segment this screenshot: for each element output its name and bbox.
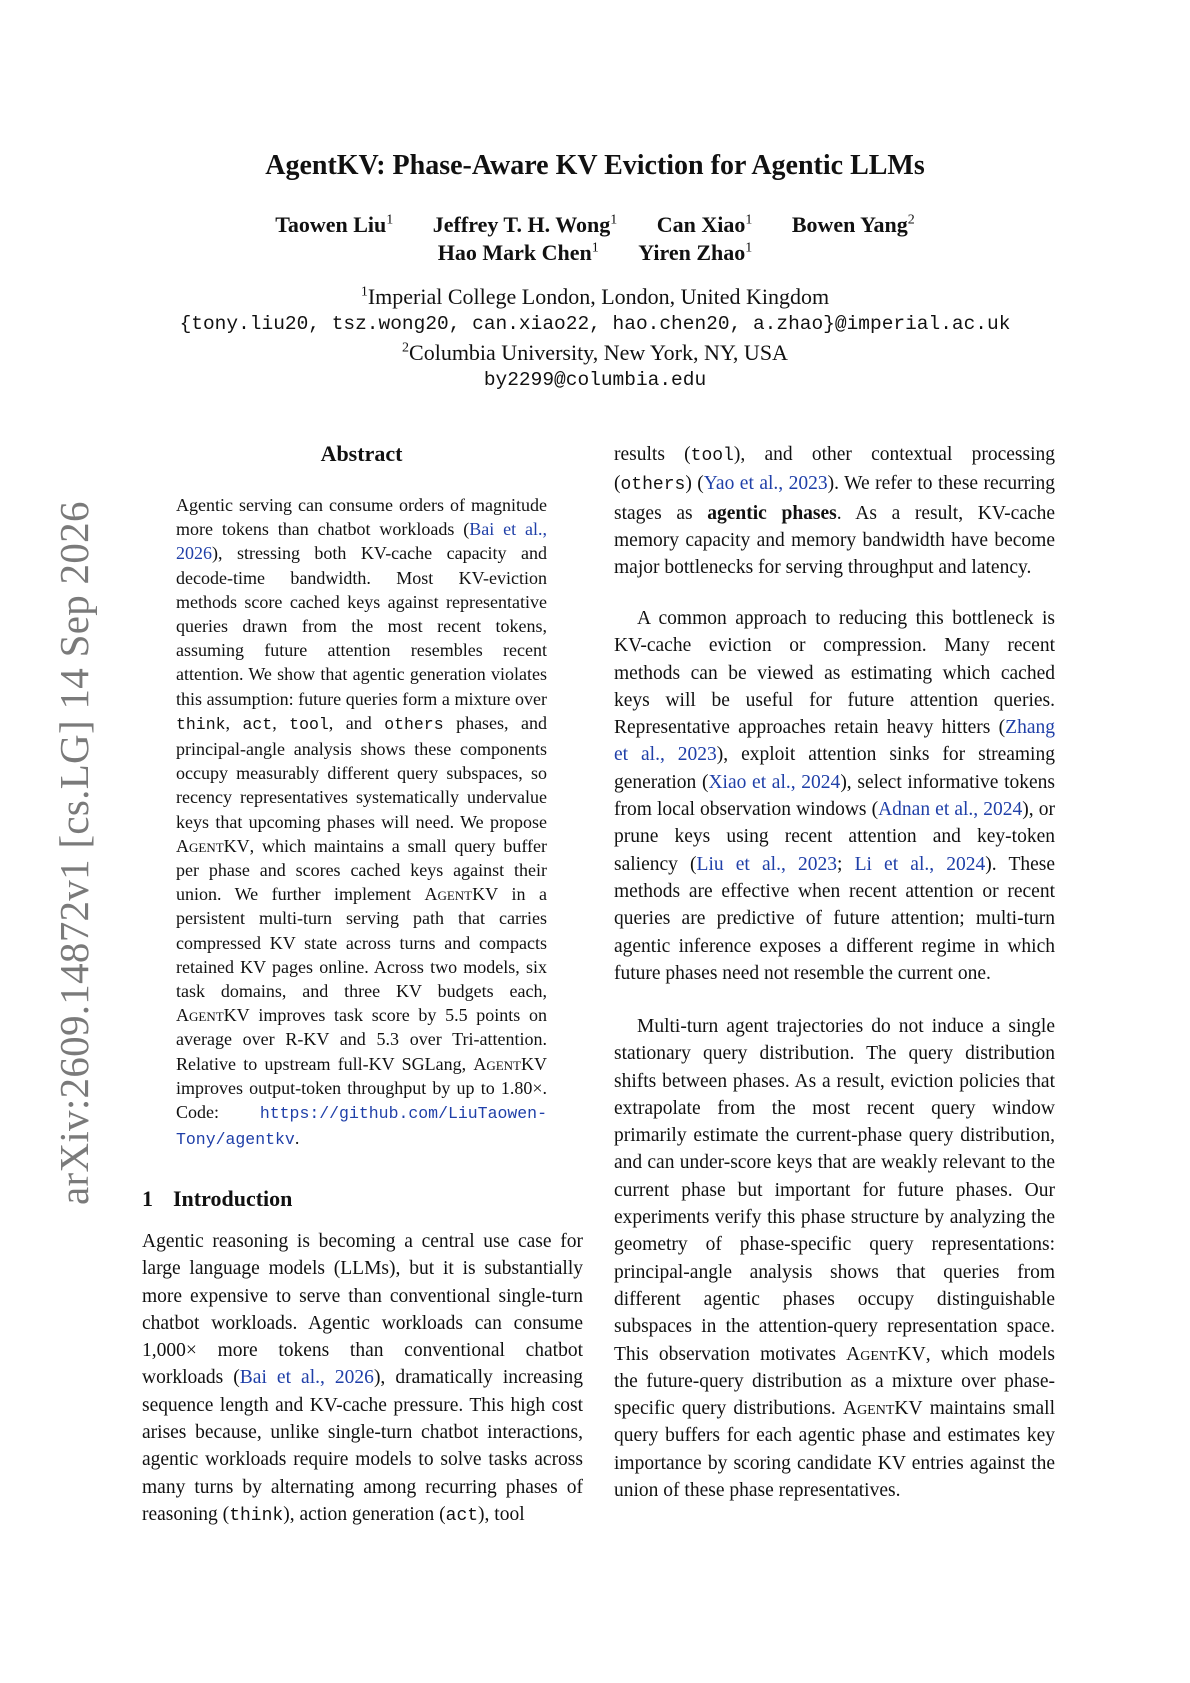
- affil-mark: 2: [402, 340, 410, 356]
- author: [657, 212, 753, 237]
- affil-mark: 1: [745, 240, 753, 256]
- author-name: Bowen Yang: [791, 212, 908, 237]
- affil-mark: 1: [591, 240, 599, 256]
- author-name: Taowen Liu: [275, 212, 387, 237]
- affil-mark: 1: [386, 212, 394, 228]
- method-name: AgentKV: [846, 1343, 926, 1365]
- affil-mark: 2: [907, 212, 915, 228]
- section-title: Introduction: [173, 1186, 293, 1211]
- abstract-heading: Abstract: [320, 441, 403, 466]
- author: [438, 240, 599, 265]
- author: [638, 240, 752, 265]
- term-agentic-phases: agentic phases: [707, 502, 837, 524]
- citation-link[interactable]: Bai et al., 2026: [176, 519, 547, 564]
- affil-mark: 1: [360, 284, 368, 300]
- author: [433, 212, 617, 237]
- intro-paragraph-3: Multi-turn agent trajectories do not induce a single stationary query distribution. The query distribution shifts between phases. As a result, eviction policies that extrapolate from the most recent query window primarily estimate the current-phase query distribution, and can under-score keys that are weakly relevant to the current phase but important for future phases. Our experiments verify this phase structure by analyzing the geometry of phase-specific query representations: principal-angle analysis shows that queries from different agentic phases occupy distinguishable subspaces in the attention-query representation space. This observation motivates AgentKV, which models the future-query distribution as a mixture over phase-specific query distributions. AgentKV maintains small query buffers for each agentic phase and estimates key importance by scoring candidate KV entries against the union of these phase representatives.: [614, 1016, 1055, 1502]
- phase-code-others: others: [384, 714, 444, 734]
- method-name: AgentKV: [424, 884, 499, 905]
- citation-link[interactable]: Li et al., 2024: [854, 853, 986, 875]
- phase-code-act: act: [242, 714, 273, 734]
- author-list-line-1: [0, 212, 1190, 238]
- citation-link[interactable]: Zhang et al., 2023: [614, 717, 1055, 766]
- affiliation-name: Columbia University, New York, NY, USA: [409, 340, 788, 365]
- phase-code-tool: tool: [289, 714, 329, 734]
- citation-link[interactable]: Adnan et al., 2024: [878, 799, 1023, 821]
- author-name: Hao Mark Chen: [437, 240, 592, 265]
- abstract-body: Agentic serving can consume orders of magnitude more tokens than chatbot workloads (Bai et al., 2026), stressing both KV-cache capacity and decode-time bandwidth. Most KV-eviction methods score cached keys against representative queries drawn from the most recent tokens, assuming future attention resembles recent attention. We show that agentic generation violates this assumption: future queries form a mixture over think, act, tool, and others phases, and principal-angle analysis shows these components occupy measurably different query subspaces, so recency representatives systematically undervalue keys that upcoming phases will need. We propose AgentKV, which maintains a small query buffer per phase and scores cached keys against their union. We further implement AgentKV in a persistent multi-turn serving path that carries compressed KV state across turns and compacts retained KV pages online. Across two models, six task domains, and three KV budgets each, AgentKV improves task score by 5.5 points on average over R-KV and 5.3 over Tri-attention. Relative to upstream full-KV SGLang, AgentKV improves output-token throughput by up to 1.80×. Code: https://github.com/LiuTaowen-Tony/agentkv.: [176, 495, 548, 1150]
- author-name: Can Xiao: [656, 212, 746, 237]
- affiliation-name: Imperial College London, London, United Kingdom: [367, 284, 830, 309]
- intro-paragraph-1-part-1: Agentic reasoning is becoming a central use case for large language models (LLMs), but it is substantially more expensive to serve than conventional single-turn chatbot workloads. Agentic workloads can consume 1,000× more tokens than conventional chatbot workloads (Bai et al., 2026), dramatically increasing sequence length and KV-cache pressure. This high cost arises because, unlike single-turn chatbot interactions, agentic workloads require models to solve tasks across many turns by alternating among recurring phases of reasoning (think), action generation (act), tool: [142, 1231, 583, 1526]
- author: [792, 212, 915, 237]
- author-list-line-2: [0, 240, 1190, 266]
- code-url-link[interactable]: https://github.com/LiuTaowen-Tony/agentkv: [176, 1104, 547, 1150]
- author: [275, 212, 393, 237]
- affiliation-2-emails: by2299@columbia.edu: [483, 369, 707, 391]
- phase-code-think: think: [176, 714, 226, 734]
- phase-code-tool: tool: [690, 446, 734, 466]
- author-name: Yiren Zhao: [638, 240, 746, 265]
- method-name: AgentKV: [176, 835, 250, 856]
- paper-title: AgentKV: Phase-Aware KV Eviction for Agentic LLMs: [265, 150, 925, 181]
- section-number: 1: [142, 1186, 153, 1211]
- affil-mark: 1: [610, 212, 618, 228]
- method-name: AgentKV: [842, 1398, 923, 1420]
- method-name: AgentKV: [176, 1005, 250, 1026]
- affiliation-2: [0, 340, 1190, 366]
- citation-link[interactable]: Liu et al., 2023: [696, 853, 837, 875]
- arxiv-identifier-stamp: arXiv:2609.14872v1 [cs.LG] 14 Sep 2026: [51, 501, 97, 1205]
- citation-link[interactable]: Bai et al., 2026: [239, 1367, 374, 1389]
- section-heading-introduction: [142, 1186, 292, 1212]
- citation-link[interactable]: Xiao et al., 2024: [708, 771, 841, 793]
- method-name: AgentKV: [473, 1053, 547, 1074]
- intro-paragraph-2: A common approach to reducing this bottleneck is KV-cache eviction or compression. Many recent methods can be viewed as estimating which cached keys will be useful for future attention queries. Representative approaches retain heavy hitters (Zhang et al., 2023), exploit attention sinks for streaming generation (Xiao et al., 2024), select informative tokens from local observation windows (Adnan et al., 2024), or prune keys using recent attention and key-token saliency (Liu et al., 2023; Li et al., 2024). These methods are effective when recent attention or recent queries are predictive of future attention; multi-turn agentic inference exposes a different regime in which future phases need not resemble the current one.: [614, 608, 1056, 984]
- affiliation-1-emails: {tony.liu20, tsz.wong20, can.xiao22, hao.chen20, a.zhao}@imperial.ac.uk: [179, 313, 1011, 335]
- author-name: Jeffrey T. H. Wong: [432, 212, 611, 237]
- intro-paragraph-1-part-2: results (tool), and other contextual processing (others) (Yao et al., 2023). We refer to these recurring stages as agentic phases. As a result, KV-cache memory capacity and memory bandwidth have become major bottlenecks for serving throughput and latency.: [614, 444, 1056, 579]
- affiliation-1: [0, 284, 1190, 310]
- phase-code-act: act: [445, 1505, 479, 1526]
- phase-code-others: others: [620, 475, 686, 496]
- citation-link[interactable]: Yao et al., 2023: [703, 473, 828, 495]
- phase-code-think: think: [229, 1505, 284, 1526]
- affil-mark: 1: [745, 212, 753, 228]
